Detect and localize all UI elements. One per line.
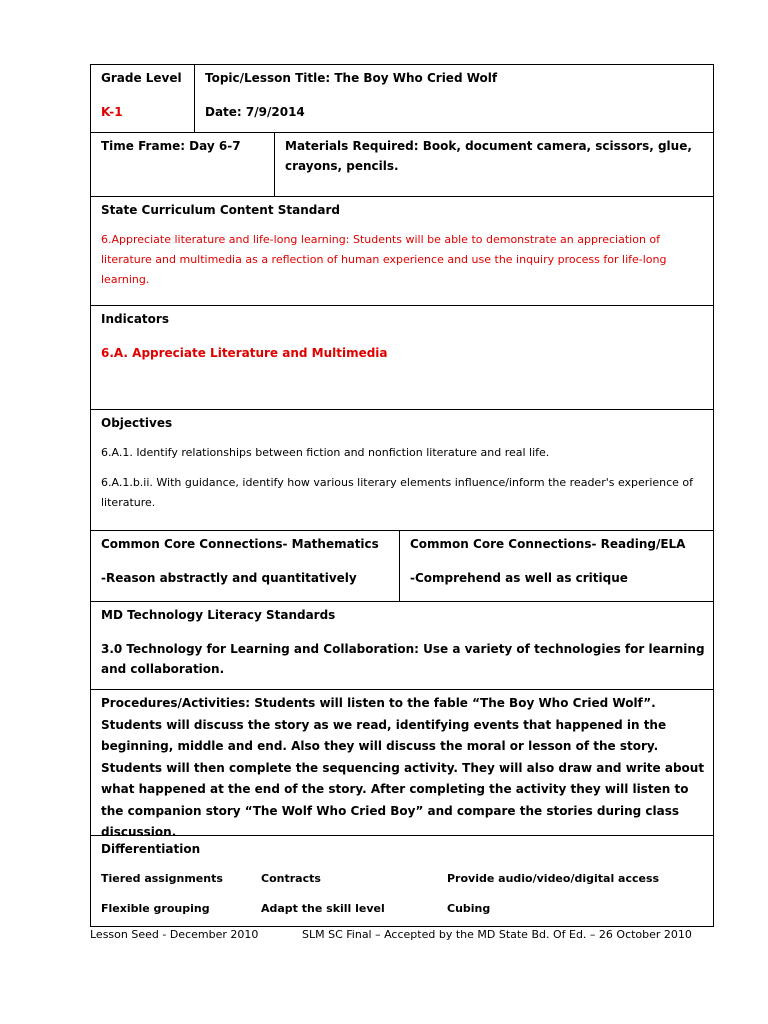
procedures-row	[91, 689, 713, 839]
technology-heading: MD Technology Literacy Standards	[101, 608, 336, 622]
cc-math-heading: Common Core Connections- Mathematics	[101, 537, 379, 551]
state-standard-heading: State Curriculum Content Standard	[101, 203, 340, 217]
cc-math-text: -Reason abstractly and quantitatively	[101, 571, 357, 585]
cc-reading-cell	[399, 531, 713, 601]
differentiation-item: Tiered assignments	[101, 872, 223, 885]
cc-reading-heading: Common Core Connections- Reading/ELA	[410, 537, 686, 551]
footer-right: SLM SC Final – Accepted by the MD State Bd. Of Ed. – 26 October 2010	[302, 928, 692, 941]
state-standard-text: 6.Appreciate literature and life-long learning: Students will be able to demonstrate an appreciation of literature and multimedia as a reflection of human experience and use the inquiry process for life-long learning.	[101, 233, 667, 286]
lesson-date: Date: 7/9/2014	[205, 105, 305, 119]
cc-reading-text: -Comprehend as well as critique	[410, 571, 628, 585]
state-standard-row	[91, 196, 713, 305]
differentiation-row	[91, 835, 713, 926]
footer-left: Lesson Seed - December 2010	[90, 928, 259, 941]
differentiation-grid	[101, 869, 705, 919]
indicators-heading: Indicators	[101, 312, 169, 326]
differentiation-item: Flexible grouping	[101, 902, 210, 915]
technology-row	[91, 601, 713, 689]
differentiation-item: Contracts	[261, 872, 321, 885]
differentiation-item: Cubing	[447, 902, 491, 915]
time-frame: Time Frame: Day 6-7	[101, 139, 241, 153]
objectives-row	[91, 409, 713, 530]
grade-level-label: Grade Level	[101, 71, 182, 85]
time-materials-row	[91, 132, 713, 196]
procedures-text: Procedures/Activities: Students will listen to the fable “The Boy Who Cried Wolf”. Students will discuss the story as we read, identifying events that happened in the beginning, middle and end. Also they will discuss the moral or lesson of the story. Students will then complete the sequencing activity. They will also draw and write about what happened at the end of the story. After completing the activity they will listen to the companion story “The Wolf Who Cried Boy” and compare the stories during class discussion.	[101, 696, 705, 839]
differentiation-item: Provide audio/video/digital access	[447, 872, 660, 885]
indicators-text: 6.A. Appreciate Literature and Multimedia	[101, 346, 388, 360]
topic-cell	[194, 65, 713, 132]
grade-level-cell	[91, 65, 194, 132]
page-footer	[90, 926, 714, 944]
header-row	[91, 65, 713, 132]
differentiation-heading: Differentiation	[101, 842, 201, 856]
technology-text: 3.0 Technology for Learning and Collaboration: Use a variety of technologies for learning and collaboration.	[101, 642, 705, 676]
cc-math-cell	[91, 531, 399, 601]
lesson-plan-table	[90, 64, 714, 927]
topic-title: Topic/Lesson Title: The Boy Who Cried Wolf	[205, 71, 498, 85]
objective-item-2: 6.A.1.b.ii. With guidance, identify how various literary elements influence/inform the reader's experience of literature.	[101, 476, 694, 509]
indicators-row	[91, 305, 713, 409]
differentiation-item: Adapt the skill level	[261, 902, 385, 915]
grade-level-value: K-1	[101, 105, 123, 119]
objectives-heading: Objectives	[101, 416, 173, 430]
materials-required: Materials Required: Book, document camera, scissors, glue, crayons, pencils.	[274, 133, 713, 196]
objective-item-1: 6.A.1. Identify relationships between fiction and nonfiction literature and real life.	[101, 446, 550, 459]
common-core-row	[91, 530, 713, 601]
